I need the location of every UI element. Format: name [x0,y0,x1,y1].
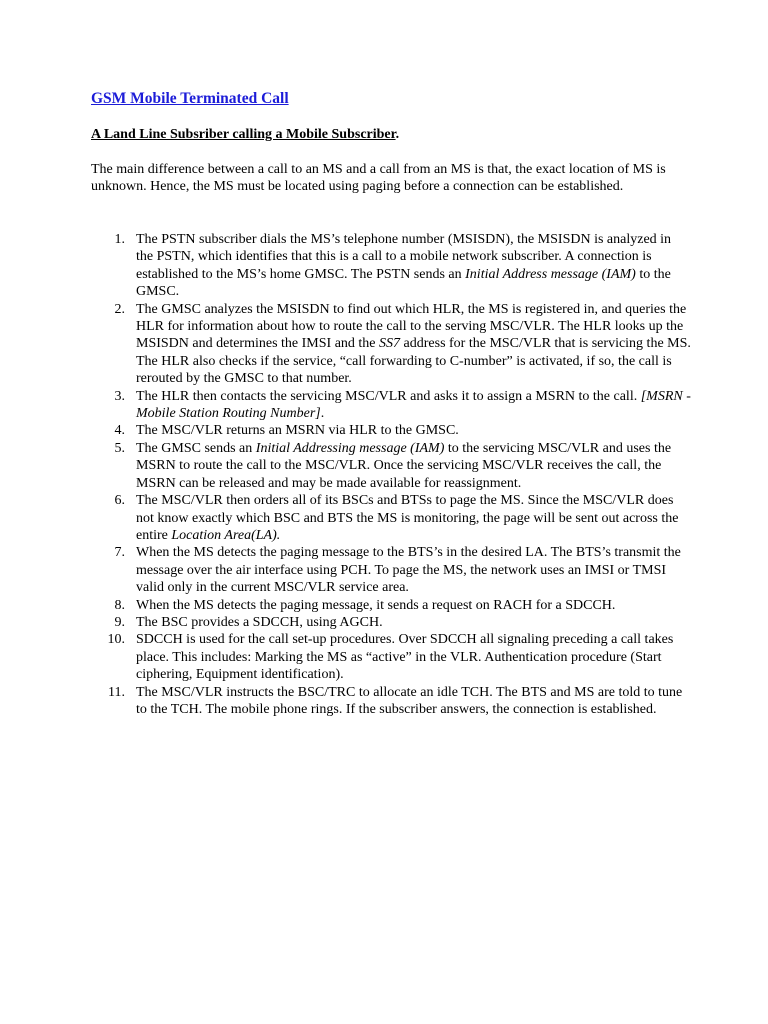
list-item-text: The GMSC sends an [136,440,256,456]
list-item-number: 11. [108,684,125,700]
section-subtitle [91,127,399,143]
list-item-number: 7. [114,545,125,561]
list-item [91,422,691,439]
list-item [91,440,691,492]
list-item-number: 5. [114,440,125,456]
italic-term: [MSRN - Mobile Station Routing Number] [136,388,691,422]
list-item [91,492,691,544]
list-item-text: The MSC/VLR then orders all of its BSCs and BTSs to page the MS. Since the MSC/VLR does not know exactly which BSC and BTS the MS is monitoring, the page will be sent out across the entire [136,493,679,543]
list-item-text: SDCCH is used for the call set-up procedures. Over SDCCH all signaling preceding a call takes place. This includes: Marking the MS as “active” in the VLR. Authentication procedure (Start ciphering, Equipment identification). [136,632,674,683]
list-item [91,597,691,614]
list-item-text: to the servicing MSC/VLR and uses the MSRN to route the call to the MSC/VLR. Once the servicing MSC/VLR receives the call, the MSRN can be released and may be made available for reassignment. [136,440,672,491]
list-item-number: 4. [114,423,125,439]
list-item [91,684,691,719]
list-item-text: to the GMSC. [136,266,671,300]
list-item-text: The GMSC analyzes the MSISDN to find out which HLR, the MS is registered in, and queries the HLR for information about how to route the call to the serving MSC/VLR. The HLR looks up the MSISDN and determines the IMSI and the [136,301,687,352]
subtitle-period: . [395,127,400,142]
list-item-number: 6. [114,493,125,509]
list-item [91,231,691,301]
page-title: GSM Mobile Terminated Call [91,90,289,107]
italic-term: Initial Addressing message (IAM) [255,440,445,456]
list-item-text: When the MS detects the paging message, it sends a request on RACH for a SDCCH. [136,597,616,613]
list-item-number: 3. [114,388,125,404]
list-item-number: 2. [114,301,125,317]
list-item-text: When the MS detects the paging message to the BTS’s in the desired LA. The BTS’s transmit the message over the air interface using PCH. To page the MS, the network uses an IMSI or TMSI valid only in the current MSC/VLR service area. [136,545,681,596]
subtitle-text: A Land Line Subsriber calling a Mobile Subscriber [91,127,396,142]
italic-term: Initial Address message (IAM) [465,266,636,282]
list-item-number: 9. [114,614,125,630]
list-item [91,301,691,388]
list-item-text: The PSTN subscriber dials the MS’s telephone number (MSISDN), the MSISDN is analyzed in the PSTN, which identifies that this is a call to a mobile network subscriber. A connection is established to the MS’s home GMSC. The PSTN sends an [136,232,672,282]
list-item [91,388,691,423]
intro-paragraph: The main difference between a call to an MS and a call from an MS is that, the exact location of MS is unknown. Hence, the MS must be located using paging before a connection can be established. [91,162,666,195]
list-item-text: The BSC provides a SDCCH, using AGCH. [136,614,383,630]
list-item-number: 1. [114,232,125,247]
list-item-number: 10. [107,632,125,648]
list-item-number: 8. [114,597,125,613]
list-item-text: address for the MSC/VLR that is servicing the MS. The HLR also checks if the service, “call forwarding to C-number” is activated, if so, the call is rerouted by the GMSC to that number. [136,336,691,387]
italic-term: SS7 [379,336,401,352]
list-item [91,614,691,631]
list-item-text: The HLR then contacts the servicing MSC/VLR and asks it to assign a MSRN to the call. [136,388,641,404]
list-item-text: . [320,406,325,422]
steps-list [91,231,691,718]
list-item-text: The MSC/VLR instructs the BSC/TRC to allocate an idle TCH. The BTS and MS are told to tune to the TCH. The mobile phone rings. If the subscriber answers, the connection is established. [136,684,683,717]
list-item [91,631,691,683]
list-item-text: The MSC/VLR returns an MSRN via HLR to the GMSC. [136,423,459,439]
list-item [91,544,691,596]
italic-term: Location Area(LA). [171,527,281,543]
